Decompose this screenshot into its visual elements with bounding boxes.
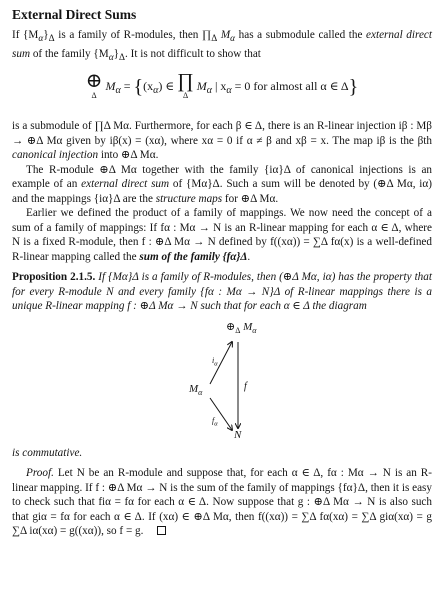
qed-box-icon [157,526,166,535]
display-equation: ⊕ Δ $M_\alpha = \{(x_\alpha)$ ∈ ∏ Δ $M_\alpha$ | $x_\alpha = 0$ for almost all α ∈ Δ} [85,70,359,101]
diagram-label-f: f [244,380,247,392]
proposition [12,270,432,314]
proof-label: Proof. [26,467,54,480]
page [12,6,432,539]
proof-text: Let N be an R-module and suppose that, for each α ∈ Δ, fα : Mα → N is an R-linear mapping. If f : ⊕Δ Mα → N is the sum of the family of mappings {fα}Δ, then it is easy to check such that fiα = fα for each α ∈ Δ. Now suppose that g : ⊕Δ Mα → N is also such that giα = fα for each α ∈ Δ. If (xα) ∈ ⊕Δ Mα, then f((xα)) = ∑Δ fα(xα) = ∑Δ giα(xα) = g ∑Δ iα(xα) = g((xα)), so f = g. [12,467,432,538]
paragraph-injection: is a submodule of ∏Δ Mα. Furthermore, for each β ∈ Δ, there is an R-linear injection iβ : Mβ → ⊕Δ Mα given by iβ(x) = (xα), where xα = 0 if α ≠ β and xβ = x. The map iβ is the βth canonical injection into ⊕Δ Mα. [12,120,432,162]
term-external-direct-sum: external direct sum [12,29,432,60]
term-sum-of-family: sum of the family [139,250,220,263]
proposition-conclusion: is commutative. [12,446,83,459]
paragraph-structure-maps: The R-module ⊕Δ Mα together with the family {iα}Δ of canonical injections is an example of an external direct sum of {Mα}Δ. Such a sum will be denoted by (⊕Δ Mα, iα) and the mappings {iα}Δ are the structure maps for ⊕Δ Mα. [12,163,432,205]
diagram-node-direct-sum: $\oplus_\Delta$ $M_\alpha$ [226,320,257,336]
diagram-node-m-alpha: $M_\alpha$ [189,382,203,398]
section-title: External Direct Sums [12,7,137,22]
diagram-node-n: N [234,428,242,441]
proposition-label: Proposition 2.1.5. [12,271,96,284]
diagram-arrows [12,318,432,444]
paragraph-intro: If $\{M_\alpha\}_\Delta$ is a family of R-modules, then $\prod_\Delta$ $M_\alpha$ has a submodule called the external direct sum of the family $\{M_\alpha\}_\Delta$. It is not difficult to show that [12,29,432,63]
term-external-direct-sum-2: external direct sum [81,178,170,191]
proposition-text: If {Mα}Δ is a family of R-modules, then (⊕Δ Mα, iα) has the property that for every R-module N and every family {fα : Mα → N}Δ of R-linear mappings there is a unique R-linear mapping f : ⊕Δ Mα → N such that for each α ∈ Δ the diagram [12,271,432,313]
proof [12,466,432,539]
commutative-diagram [12,318,432,444]
diagram-label-i-alpha: $i_\alpha$ [212,355,218,368]
paragraph-sum-of-mappings: Earlier we defined the product of a family of mappings. We now need the concept of a sum of a family of mappings: If fα : Mα → N is an R-linear mapping for each α ∈ Δ, where N is a fixed R-module, then f : ⊕Δ Mα → N defined by f((xα)) = ∑Δ fα(x) is a well-defined R-linear mapping called the sum of the family {fα}Δ. [12,207,432,263]
term-structure-maps: structure maps [155,192,223,205]
term-canonical-injection: canonical injection [12,149,99,162]
diagram-label-f-alpha: $f_\alpha$ [212,415,218,428]
